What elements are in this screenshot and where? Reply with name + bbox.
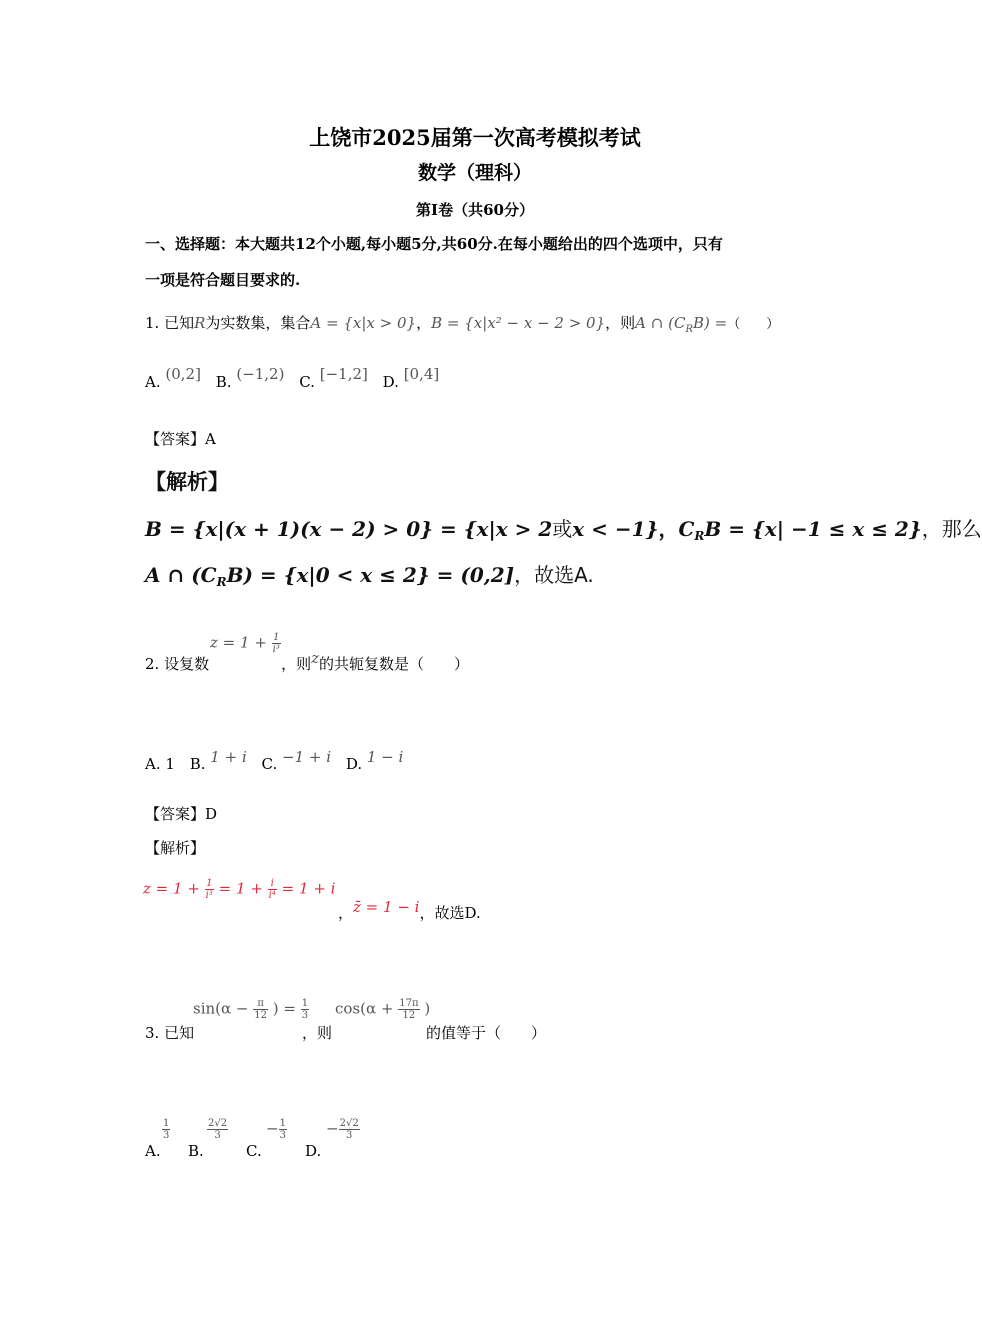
q3-option-b-value: $\frac{2√2}{3}$: [208, 1118, 228, 1141]
q2-option-d[interactable]: D. 1 − i: [345, 748, 404, 773]
q3-option-c[interactable]: C.: [246, 1142, 262, 1160]
q2-option-b[interactable]: B. 1 + i: [189, 748, 247, 773]
q2-answer: 【答案】D: [145, 805, 218, 823]
q1-solution-line1: B = {x|(x + 1)(x − 2) > 0} = {x|x > 2或x < −1}，$C_RB = \{x| -1 \le x \le 2\}$，那么: [145, 517, 982, 544]
q1-option-b[interactable]: B. (−1,2): [215, 365, 285, 391]
q3-cos-formula: cos(α + $\frac{17\pi}{12}$ ): [335, 998, 431, 1021]
q1-option-a[interactable]: A. (0,2]: [145, 365, 201, 391]
q1-solution-line2: A ∩ $(C_RB) = \{x|0 < x \le 2\} = (0,2]$，故选A.: [145, 563, 594, 590]
q1-set-b: B = {x|x² − x − 2 > 0}: [431, 314, 606, 332]
q3-option-b[interactable]: B.: [188, 1142, 204, 1160]
q1-answer: 【答案】A: [145, 430, 216, 448]
q1-analysis-title: 【解析】: [145, 470, 229, 494]
q1-var-r: R: [194, 314, 206, 332]
q1-mid1: 为实数集，集合: [205, 314, 311, 332]
q1-expr: A ∩ (C: [635, 314, 686, 332]
question-3-mid: ，则: [302, 1024, 333, 1042]
q1-paren: （ ）: [727, 317, 780, 332]
q1-option-c[interactable]: C. [−1,2]: [299, 365, 368, 391]
q2-fraction: $\frac{1}{\text{i³}}$: [272, 632, 280, 655]
subject-title: 数学（理科）: [417, 162, 532, 184]
q3-option-d[interactable]: D.: [305, 1142, 322, 1160]
q1-option-d[interactable]: D. [0,4]: [382, 365, 440, 391]
question-1: [145, 312, 779, 335]
section-heading-line2: 一项是符合题目要求的.: [145, 271, 301, 289]
q3-sin-formula: sin(α − $\frac{\pi}{12}$ ) = $\frac{1}{3}$: [193, 998, 309, 1021]
q2-option-a[interactable]: A. 1: [145, 755, 175, 773]
q1-comma: ，: [416, 314, 432, 332]
q3-option-d-value: − $\frac{2√2}{3}$: [326, 1118, 359, 1141]
q1-prefix: 1. 已知: [145, 314, 195, 332]
q3-option-a-value: $\frac{1}{3}$: [163, 1118, 170, 1141]
q2-options: [145, 748, 413, 773]
exam-title: 上饶市2025届第一次高考模拟考试: [309, 125, 641, 150]
q1-expr-end: B) =: [692, 314, 728, 332]
q1-set-a: A = {x|x > 0}: [310, 314, 417, 332]
q3-option-a[interactable]: A.: [145, 1142, 161, 1160]
q2-solution-red: z = 1 + $\frac{1}{\text{i³}}$ = 1 + $\frac{i}{\text{i⁴}}$ = 1 + i: [143, 878, 336, 901]
q2-formula: z = 1 + $\frac{1}{\text{i³}}$: [210, 632, 280, 655]
question-2: 2. 设复数 ，则z的共轭复数是（ ）: [145, 649, 470, 673]
q1-mid2: ，则: [605, 314, 636, 332]
q2-solution-end: ，z̄ = 1 − i，故选D.: [338, 898, 481, 922]
question-3-suffix: 的值等于（ ）: [426, 1024, 547, 1042]
part-title: 第Ⅰ卷（共60分）: [416, 201, 534, 219]
q2-analysis-title: 【解析】: [145, 839, 206, 857]
question-3-prefix: 3. 已知: [145, 1024, 195, 1042]
q1-sub-r: R: [685, 324, 693, 335]
q3-option-c-value: − $\frac{1}{3}$: [266, 1118, 286, 1141]
section-heading-line1: 一、选择题：本大题共12个小题,每小题5分,共60分.在每小题给出的四个选项中，只有: [145, 235, 723, 253]
q1-options: [145, 365, 449, 391]
q2-option-c[interactable]: C. −1 + i: [261, 748, 332, 773]
